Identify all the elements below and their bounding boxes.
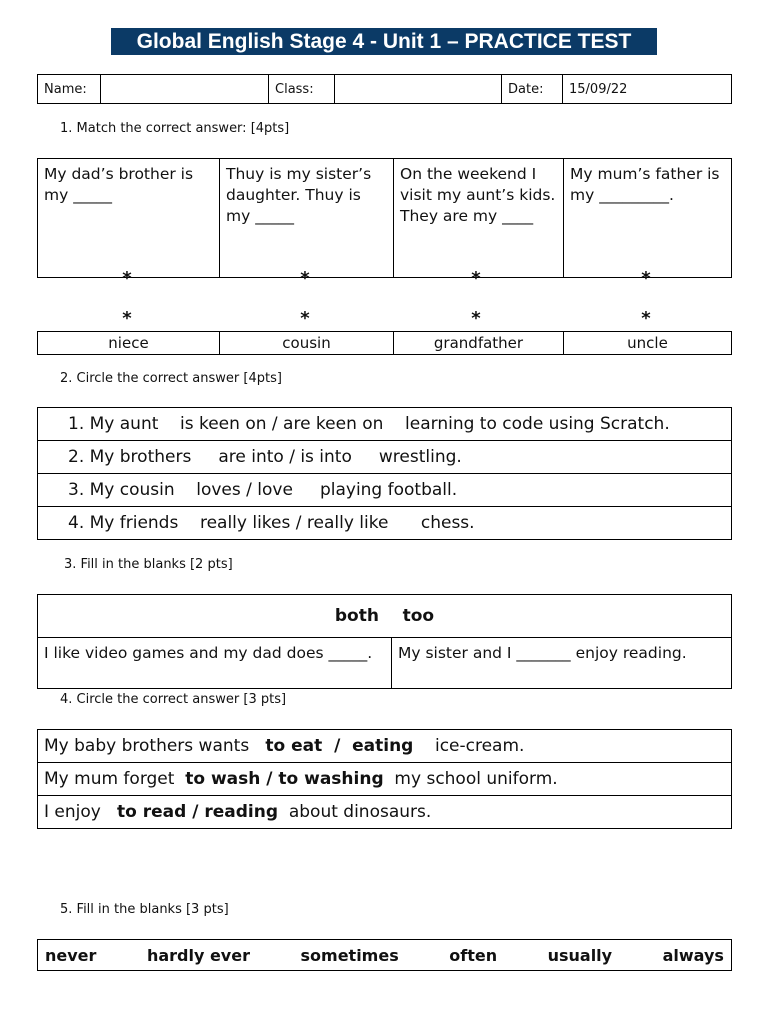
word-bank-item: always [662,945,724,965]
match-prompt: On the weekend I visit my aunt’s kids. They are my ____ [394,159,564,278]
answer-options[interactable]: to wash / to washing [185,769,384,789]
word-bank-item: never [45,945,97,965]
match-answer: cousin [220,332,394,355]
answer-options[interactable]: to read / reading [117,802,279,822]
answer-options[interactable]: to eat / eating [265,736,414,756]
class-field[interactable] [335,75,502,104]
word-bank-item: hardly ever [146,945,250,965]
match-dot-bottom[interactable]: * [641,308,651,329]
match-dot-bottom[interactable]: * [471,308,481,329]
fill-sentence[interactable]: My sister and I _______ enjoy reading. [392,638,732,689]
question-4-heading: 4. Circle the correct answer [3 pts] [60,692,287,707]
sentence-start: My mum forget [44,769,186,789]
sentence-start: My baby brothers wants [44,736,266,756]
word-bank-cell [38,940,732,971]
name-label: Name: [38,75,101,104]
name-field[interactable] [101,75,269,104]
word-bank-item: often [449,945,498,965]
question-1-heading: 1. Match the correct answer: [4pts] [60,121,290,136]
circle-row[interactable]: 1. My aunt is keen on / are keen on learning to code using Scratch. [38,408,732,441]
match-prompt: My dad’s brother is my _____ [38,159,220,278]
sentence-end: about dinosaurs. [278,802,432,822]
question-2-heading: 2. Circle the correct answer [4pts] [60,371,282,386]
match-answer: niece [38,332,220,355]
date-label: Date: [502,75,563,104]
question-3-heading: 3. Fill in the blanks [2 pts] [64,557,233,572]
sentence-end: ice-cream. [413,736,525,756]
circle-row[interactable]: 2. My brothers are into / is into wrestling. [38,441,732,474]
fill-sentence[interactable]: I like video games and my dad does _____. [38,638,392,689]
match-prompt: Thuy is my sister’s daughter. Thuy is my _____ [220,159,394,278]
match-dot-top[interactable]: * [300,268,310,289]
fill-blanks-table [37,594,732,689]
match-dot-top[interactable]: * [641,268,651,289]
class-label: Class: [269,75,335,104]
circle-row[interactable]: 3. My cousin loves / love playing football. [38,474,732,507]
match-answers-table [37,331,732,355]
sentence-start: I enjoy [44,802,118,822]
match-prompts-table [37,158,732,278]
circle-answer-table-1 [37,407,732,540]
match-answer: grandfather [394,332,564,355]
match-dot-bottom[interactable]: * [122,308,132,329]
word-bank: both too [38,595,732,638]
question-5-heading: 5. Fill in the blanks [3 pts] [60,902,229,917]
word-bank-item: sometimes [300,945,399,965]
sentence-end: my school uniform. [383,769,558,789]
frequency-word-bank [37,939,732,971]
circle-answer-table-2 [37,729,732,829]
circle-row[interactable]: 4. My friends really likes / really like chess. [38,507,732,540]
page-title: Global English Stage 4 - Unit 1 – PRACTICE TEST [111,28,657,55]
circle-row[interactable] [38,763,732,796]
student-info-table [37,74,732,104]
match-answer: uncle [564,332,732,355]
match-dot-bottom[interactable]: * [300,308,310,329]
circle-row[interactable] [38,796,732,829]
circle-row[interactable] [38,730,732,763]
word-bank-item: usually [547,945,613,965]
match-dot-top[interactable]: * [471,268,481,289]
date-field[interactable]: 15/09/22 [563,75,732,104]
match-prompt: My mum’s father is my _________. [564,159,732,278]
match-dot-top[interactable]: * [122,268,132,289]
